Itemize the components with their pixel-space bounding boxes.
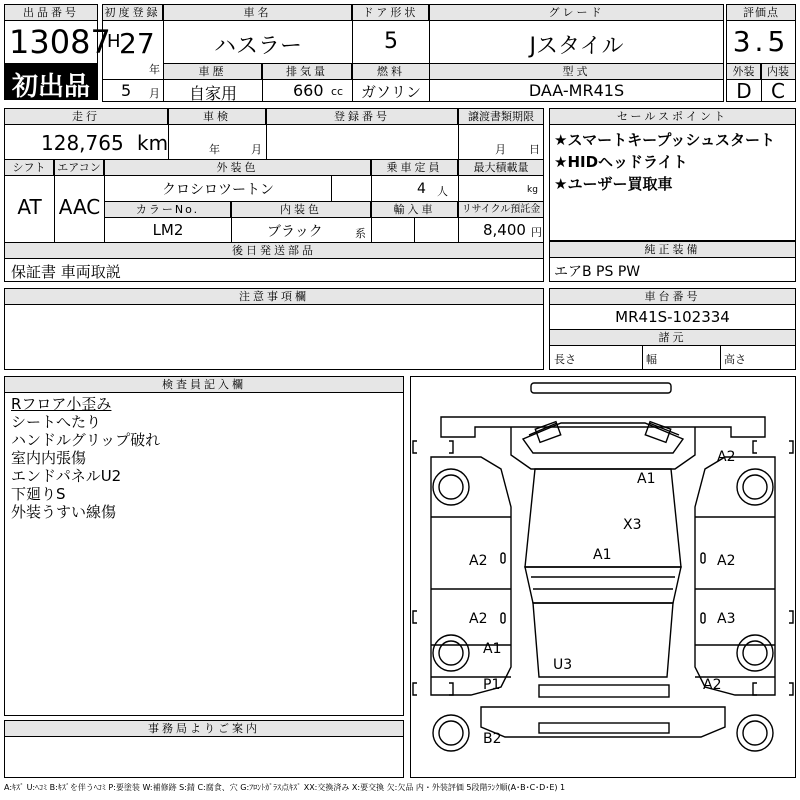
grade: Jスタイル xyxy=(529,34,624,59)
exterior-label: 外装 xyxy=(727,64,761,80)
transfer-month-unit: 月 xyxy=(495,143,506,156)
equipment: エアB PS PW xyxy=(554,264,641,280)
displacement: 660 xyxy=(293,81,324,100)
mark-right-rear-fender: A2 xyxy=(703,677,722,693)
notes-label: 注意事項欄 xyxy=(5,289,543,305)
mileage-label: 走行 xyxy=(5,109,168,125)
mileage: 128,765 xyxy=(41,131,124,155)
ac: AAC xyxy=(58,195,101,219)
mark-right-rear-door: A3 xyxy=(717,611,736,627)
inspection-label: 車検 xyxy=(169,109,266,125)
insp-month-unit: 月 xyxy=(251,143,262,156)
inspector-note: エンドパネルU2 xyxy=(11,467,122,485)
lot-number-box xyxy=(4,4,111,64)
mark-front-bumper: B2 xyxy=(483,731,502,747)
mark-rear-panel: U3 xyxy=(553,657,573,673)
reg-month: 5 xyxy=(121,81,132,100)
int-color-label: 内装色 xyxy=(232,202,371,218)
int-color-unit: 系 xyxy=(355,227,366,240)
interior-grade: C xyxy=(771,79,785,103)
mark-rear-bumper: P1 xyxy=(483,677,501,693)
office-label: 事務局よりご案内 xyxy=(5,721,403,737)
equipment-box xyxy=(549,241,796,282)
chassis-number: MR41S-102334 xyxy=(615,308,730,326)
inspector-note: シートへたり xyxy=(11,413,102,431)
capacity: 4 xyxy=(417,181,426,197)
height-label: 高さ xyxy=(724,353,746,366)
later-label: 後日発送部品 xyxy=(5,243,543,259)
chassis-label: 車台番号 xyxy=(550,289,795,305)
vehicle-header-box xyxy=(102,4,724,102)
notes-box xyxy=(4,288,544,370)
ac-label: エアコン xyxy=(55,160,104,176)
insp-year-unit: 年 xyxy=(209,143,220,156)
fuel: ガソリン xyxy=(360,83,421,101)
car-name-label: 車名 xyxy=(164,5,352,21)
sales-point-1: ★スマートキープッシュスタート xyxy=(554,131,776,149)
door-label: ドア形状 xyxy=(353,5,429,21)
width-label: 幅 xyxy=(646,353,657,366)
score-label: 評価点 xyxy=(727,5,795,21)
sales-label: セールスポイント xyxy=(550,109,795,125)
month-unit: 月 xyxy=(149,87,160,100)
car-diagram xyxy=(410,376,796,778)
mark-hood: A1 xyxy=(593,547,612,563)
recycle-label: リサイクル預託金 xyxy=(459,202,543,218)
colorno: LM2 xyxy=(152,221,184,239)
model-label: 型式 xyxy=(430,64,723,80)
inspector-note: 室内内張傷 xyxy=(11,449,87,467)
reg-year: 27 xyxy=(119,27,155,60)
capacity-unit: 人 xyxy=(437,185,448,198)
mark-right-front-fender: A2 xyxy=(717,449,736,465)
chassis-box xyxy=(549,288,796,370)
recycle-unit: 円 xyxy=(531,226,542,239)
shift-label: シフト xyxy=(5,160,54,176)
plate-label: 登録番号 xyxy=(267,109,458,125)
history-label: 車歴 xyxy=(164,64,262,80)
score-box xyxy=(726,4,796,102)
length-label: 長さ xyxy=(554,353,576,366)
spec-box xyxy=(4,108,544,282)
car-outline xyxy=(411,377,795,777)
int-color: ブラック xyxy=(267,224,323,240)
displacement-label: 排気量 xyxy=(263,64,352,80)
office-box xyxy=(4,720,404,778)
mark-left-front-fender: A2 xyxy=(469,553,488,569)
inspector-note: ハンドルグリップ破れ xyxy=(11,431,161,449)
transfer-label: 譲渡書類期限 xyxy=(459,109,543,125)
equip-label: 純正装備 xyxy=(550,242,795,258)
era: H xyxy=(107,31,121,52)
inspector-box xyxy=(4,376,404,716)
sales-point-2: ★HIDヘッドライト xyxy=(554,153,688,171)
inspector-label: 検査員記入欄 xyxy=(5,377,403,393)
transfer-day-unit: 日 xyxy=(529,143,540,156)
capacity-label: 乗車定員 xyxy=(372,160,458,176)
mark-left-rear-fender: A1 xyxy=(483,641,502,657)
color: クロシロツートン xyxy=(162,182,274,198)
score: 3.5 xyxy=(732,25,790,58)
legend: A:ｷｽﾞ U:ﾍｺﾐ B:ｷｽﾞを伴うﾍｺﾐ P:要塗装 W:補修跡 S:錆 C:腐食、穴 G:ﾌﾛﾝﾄｶﾞﾗｽ点ｷｽﾞ XX:交換済み X:要交換 欠:欠品 内・外装評価 5段階ﾗﾝｸ順(A･B･C･D･E) 1 xyxy=(4,783,566,792)
color-label: 外装色 xyxy=(105,160,371,176)
colorno-label: カラーNo. xyxy=(105,202,231,218)
car-name: ハスラー xyxy=(213,34,302,59)
dims-label: 諸元 xyxy=(550,330,795,346)
sales-point-box xyxy=(549,108,796,241)
inspector-note: 下廻りS xyxy=(11,485,66,503)
first-listing-badge: 初出品 xyxy=(4,64,98,100)
door-count: 5 xyxy=(384,29,398,54)
later-parts: 保証書 車両取説 xyxy=(11,263,121,281)
fuel-label: 燃料 xyxy=(353,64,429,80)
interior-label: 内装 xyxy=(761,64,795,80)
inspector-note: 外装うすい線傷 xyxy=(11,503,117,521)
year-unit: 年 xyxy=(149,63,160,76)
recycle: 8,400 xyxy=(483,221,526,239)
model: DAA-MR41S xyxy=(528,81,625,100)
lot-number: 13087 xyxy=(9,23,111,61)
grade-label: グレード xyxy=(430,5,723,21)
reg-label: 初度登録 xyxy=(103,5,163,21)
shift: AT xyxy=(17,195,42,219)
inspector-note: Rフロア小歪み xyxy=(11,395,112,413)
load-unit: kg xyxy=(527,185,538,195)
load-label: 最大積載量 xyxy=(459,160,543,176)
lot-label: 出品番号 xyxy=(5,5,97,21)
mileage-unit: km xyxy=(137,131,169,155)
mark-right-front-door: A2 xyxy=(717,553,736,569)
exterior-grade: D xyxy=(736,79,752,103)
inspector-notes xyxy=(11,395,160,521)
sales-point-3: ★ユーザー買取車 xyxy=(554,175,673,193)
import-label: 輸入車 xyxy=(372,202,458,218)
mark-roof: A1 xyxy=(637,471,656,487)
history: 自家用 xyxy=(188,84,237,103)
displacement-unit: cc xyxy=(331,85,344,98)
mark-front-glass: X3 xyxy=(623,517,642,533)
mark-left-rear-door: A2 xyxy=(469,611,488,627)
